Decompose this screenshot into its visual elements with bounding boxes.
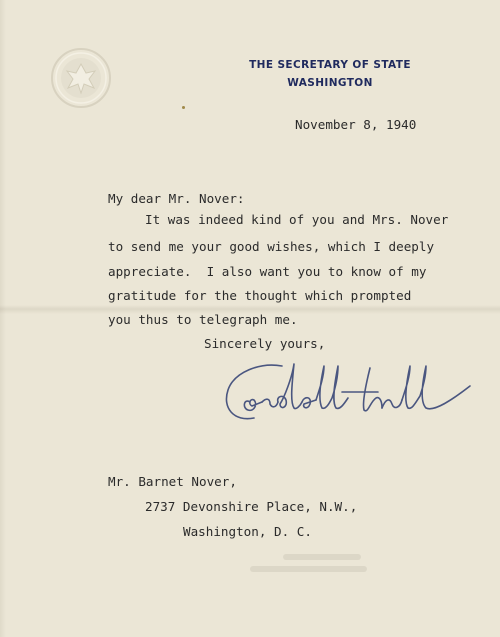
- ink-speck: [182, 106, 185, 109]
- body-line: appreciate. I also want you to know of my: [108, 264, 427, 279]
- body-line: you thus to telegraph me.: [108, 312, 298, 327]
- letterhead-title: THE SECRETARY OF STATE: [249, 59, 411, 71]
- salutation: My dear Mr. Nover:: [108, 191, 245, 206]
- address-name: Mr. Barnet Nover,: [108, 474, 237, 489]
- body-line: It was indeed kind of you and Mrs. Nover: [145, 212, 449, 227]
- letterhead-city: WASHINGTON: [287, 77, 373, 89]
- address-city: Washington, D. C.: [183, 524, 312, 539]
- letter-date: November 8, 1940: [295, 117, 417, 132]
- body-line: gratitude for the thought which prompted: [108, 288, 412, 303]
- letterhead: [240, 56, 420, 92]
- embossed-seal-icon: [50, 47, 112, 109]
- faded-stamp-mark: [250, 548, 380, 588]
- body-line: to send me your good wishes, which I deeply: [108, 239, 435, 254]
- handwritten-signature: [220, 358, 475, 438]
- closing: Sincerely yours,: [204, 336, 326, 351]
- address-street: 2737 Devonshire Place, N.W.,: [145, 499, 358, 514]
